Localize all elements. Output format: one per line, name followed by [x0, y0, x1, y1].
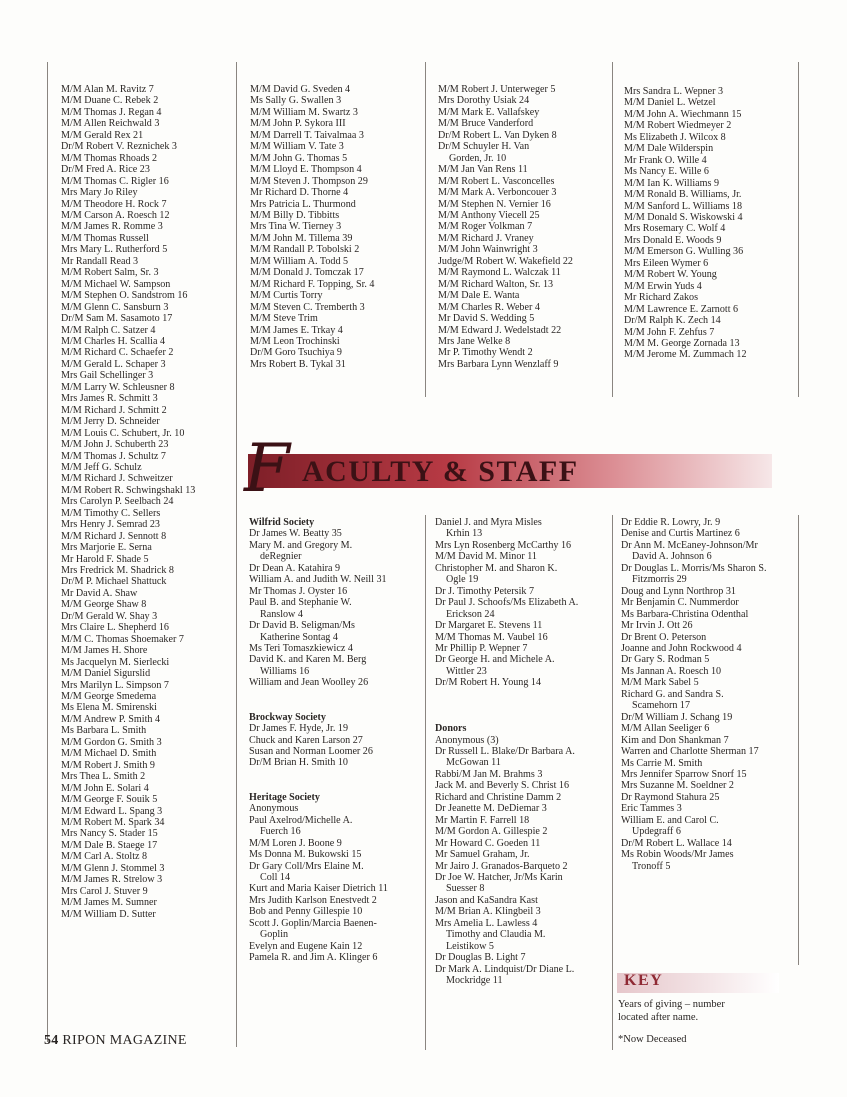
donor-entry: Tronoff 5 — [632, 860, 671, 872]
donor-entry: M/M Lawrence E. Zarnott 6 — [624, 303, 739, 315]
donor-entry: Mrs Judith Karlson Enestvedt 2 — [249, 894, 377, 906]
page-number: 54 — [44, 1033, 59, 1048]
donor-entry: Mrs Carolyn P. Seelbach 24 — [61, 496, 174, 508]
donor-entry: Ms Elena M. Smirenski — [61, 702, 157, 714]
donor-entry: M/M Stephen N. Vernier 16 — [438, 198, 551, 210]
donor-entry: Dr/M Robert L. Wallace 14 — [621, 837, 732, 849]
donor-entry: M/M Bruce Vanderford — [438, 118, 534, 130]
donor-entry: Ms Robin Woods/Mr James — [621, 849, 734, 861]
donor-entry: M/M Gordon A. Gillespie 2 — [435, 826, 548, 838]
donor-entry: M/M James M. Sumner — [61, 897, 157, 909]
donor-entry: M/M Allan Seeliger 6 — [621, 723, 710, 735]
donor-entry: Mr David S. Wedding 5 — [438, 313, 535, 325]
donor-entry: Christopher M. and Sharon K. — [435, 562, 558, 574]
donor-entry: M/M Thomas Rhoads 2 — [61, 152, 157, 164]
faculty-column-3 — [621, 517, 767, 872]
donor-entry: Dr Paul J. Schoofs/Ms Elizabeth A. — [435, 597, 579, 609]
donor-entry: M/M Jan Van Rens 11 — [438, 164, 528, 176]
donor-entry: Dr/M Gerald W. Shay 3 — [61, 610, 158, 622]
donor-entry: Mr David A. Shaw — [61, 587, 138, 599]
donor-entry: M/M Erwin Yuds 4 — [624, 280, 702, 292]
donor-entry: Dr Dean A. Katahira 9 — [249, 562, 341, 574]
donor-entry: M/M Billy D. Tibbitts — [250, 209, 340, 221]
donor-entry: Williams 16 — [260, 665, 310, 677]
donor-entry: M/M Ronald B. Williams, Jr. — [624, 189, 742, 201]
spacer — [249, 780, 388, 791]
donor-entry: Dr/M Brian H. Smith 10 — [249, 757, 348, 769]
donor-entry: Mary M. and Gregory M. — [249, 539, 353, 551]
donor-entry: Katherine Sontag 4 — [260, 631, 338, 643]
donor-entry: Evelyn and Eugene Kain 12 — [249, 940, 363, 952]
donor-entry: Dr Douglas B. Light 7 — [435, 952, 526, 964]
donor-entry: Fitzmorris 29 — [632, 574, 687, 586]
donor-entry: Dr/M Robert V. Reznichek 3 — [61, 141, 177, 153]
donor-entry: Paul B. and Stephanie W. — [249, 597, 352, 609]
donor-entry: Ms Jannan A. Roesch 10 — [621, 665, 722, 677]
donor-entry: M/M John Wainwright 3 — [438, 244, 538, 256]
donor-entry: M/M Thomas J. Regan 4 — [61, 106, 162, 118]
donor-entry: M/M Dale B. Staege 17 — [61, 839, 158, 851]
donor-entry: Richard and Christine Damm 2 — [435, 791, 562, 803]
donor-entry: Mrs Marjorie E. Serna — [61, 542, 152, 554]
donor-entry: Dr/M Fred A. Rice 23 — [61, 164, 150, 176]
donor-entry: William E. and Carol C. — [621, 814, 719, 826]
donor-entry: M/M Richard F. Topping, Sr. 4 — [250, 278, 375, 290]
donor-entry: M/M George Smedema — [61, 691, 157, 703]
donor-entry: Mr Richard Zakos — [624, 292, 699, 304]
donor-entry: M/M Charles H. Scallia 4 — [61, 335, 166, 347]
donor-entry: Mr P. Timothy Wendt 2 — [438, 347, 533, 359]
donor-entry: Mrs Gail Schellinger 3 — [61, 370, 154, 382]
donor-entry: Dr James W. Beatty 35 — [249, 528, 342, 540]
spacer — [435, 712, 578, 723]
donor-entry: M/M Mark Sabel 5 — [621, 677, 699, 689]
donor-entry: M/M Sanford L. Williams 18 — [624, 200, 743, 212]
donor-entry: Mr Martin F. Farrell 18 — [435, 814, 530, 826]
donor-entry: Dr/M Goro Tsuchiya 9 — [250, 347, 342, 359]
banner-initial: F — [244, 430, 290, 507]
donor-entry: Jason and KaSandra Kast — [435, 894, 538, 906]
donor-entry: Coll 14 — [260, 871, 291, 883]
donor-entry: Mrs Lyn Rosenberg McCarthy 16 — [435, 539, 572, 551]
donor-entry: Mr Benjamin C. Nummerdor — [621, 597, 739, 609]
donor-entry: Mrs Amelia L. Lawless 4 — [435, 917, 538, 929]
donor-entry: Mr Harold F. Shade 5 — [61, 553, 149, 565]
faculty-column-1 — [249, 517, 388, 964]
donor-entry: Mrs Jennifer Sparrow Snorf 15 — [621, 768, 747, 780]
donor-entry: M/M Dale Wilderspin — [624, 143, 714, 155]
donor-entry: M/M Brian A. Klingbeil 3 — [435, 906, 541, 918]
donor-entry: M/M Robert M. Spark 34 — [61, 817, 165, 828]
donor-entry: M/M Stephen O. Sandstrom 16 — [61, 290, 188, 302]
key-title: KEY — [624, 972, 664, 989]
donor-entry: M/M Richard J. Sennott 8 — [61, 530, 167, 542]
donor-entry: Eric Tammes 3 — [621, 803, 682, 815]
donor-entry: Ms Teri Tomaszkiewicz 4 — [249, 642, 353, 654]
donor-entry: M/M Alan M. Ravitz 7 — [61, 84, 154, 95]
banner-title: ACULTY & STAFF — [302, 455, 579, 488]
donor-entry: Dr/M Robert L. Van Dyken 8 — [438, 129, 557, 141]
donor-entry: McGowan 11 — [446, 757, 501, 769]
donor-entry: deRegnier — [260, 551, 302, 563]
donor-entry: M/M Lloyd E. Thompson 4 — [250, 164, 362, 176]
donor-entry: Goplin — [260, 929, 289, 941]
donor-entry: M/M Timothy C. Sellers — [61, 507, 161, 519]
donor-entry: M/M George Shaw 8 — [61, 599, 147, 611]
donor-entry: M/M Jeff G. Schulz — [61, 461, 142, 473]
donor-entry: Dr/M P. Michael Shattuck — [61, 576, 167, 588]
column-rule — [236, 62, 237, 1047]
donor-entry: Judge/M Robert W. Wakefield 22 — [438, 255, 573, 267]
donor-entry: M/M Richard Walton, Sr. 13 — [438, 278, 554, 290]
donor-entry: M/M Carson A. Roesch 12 — [61, 209, 170, 221]
donor-entry: M/M Loren J. Boone 9 — [249, 837, 342, 849]
donor-entry: Dr/M Sam M. Sasamoto 17 — [61, 313, 173, 325]
donor-entry: Mrs Tina W. Tierney 3 — [250, 221, 342, 233]
donor-entry: Kim and Don Shankman 7 — [621, 734, 729, 746]
donor-entry: Dr/M Schuyler H. Van — [438, 141, 530, 153]
donor-entry: M/M Richard J. Schmitt 2 — [61, 404, 167, 416]
donor-entry: Ms Donna M. Bukowski 15 — [249, 849, 362, 861]
donor-entry: M/M Roger Volkman 7 — [438, 221, 533, 233]
donor-column-3 — [438, 84, 573, 370]
donor-entry: Paul Axelrod/Michelle A. — [249, 814, 353, 826]
donor-entry: M/M Dale E. Wanta — [438, 290, 520, 302]
donor-entry: M/M Andrew P. Smith 4 — [61, 713, 160, 725]
donor-entry: M/M Robert W. Young — [624, 269, 717, 281]
donor-column-2 — [250, 84, 374, 370]
donor-entry: M/M Edward J. Wedelstadt 22 — [438, 324, 562, 336]
donor-entry: M/M John A. Wiechmann 15 — [624, 108, 742, 120]
donor-entry: M/M John M. Tillema 39 — [250, 232, 353, 244]
donor-entry: Anonymous (3) — [435, 734, 499, 746]
donor-entry: Dr Margaret E. Stevens 11 — [435, 620, 543, 632]
donor-column-1 — [61, 84, 195, 920]
donor-entry: M/M Ian K. Williams 9 — [624, 177, 720, 189]
donor-entry: M/M Robert R. Schwingshakl 13 — [61, 484, 196, 496]
donor-entry: M/M Jerry D. Schneider — [61, 416, 160, 428]
donor-entry: M/M Robert J. Unterweger 5 — [438, 84, 556, 95]
donor-entry: Scott J. Goplin/Marcia Baenen- — [249, 917, 377, 929]
donor-entry: Mockridge 11 — [446, 975, 503, 987]
donor-entry: M/M Michael W. Sampson — [61, 278, 171, 290]
donor-entry: Dr Brent O. Peterson — [621, 631, 707, 643]
donor-entry: Ms Elizabeth J. Wilcox 8 — [624, 131, 726, 143]
donor-entry: M/M Thomas M. Vaubel 16 — [435, 631, 548, 643]
donor-entry: Mr Phillip P. Wepner 7 — [435, 642, 528, 654]
donor-entry: Ms Carrie M. Smith — [621, 757, 703, 769]
faculty-column-2 — [435, 517, 578, 987]
donor-entry: M/M Darrell T. Taivalmaa 3 — [250, 129, 364, 141]
key-line: Years of giving – number — [618, 999, 725, 1010]
magazine-name: RIPON MAGAZINE — [62, 1033, 187, 1048]
donor-entry: David A. Johnson 6 — [632, 551, 712, 563]
donor-entry: M/M Leon Trochinski — [250, 335, 340, 347]
donor-entry: Mr Irvin J. Ott 26 — [621, 620, 693, 632]
donor-entry: Mrs James R. Schmitt 3 — [61, 393, 158, 405]
column-rule — [798, 515, 799, 965]
donor-entry: Timothy and Claudia M. — [446, 929, 546, 941]
donor-entry: Suesser 8 — [446, 883, 485, 895]
donor-entry: Dr/M Robert H. Young 14 — [435, 677, 541, 689]
donor-entry: M/M Thomas J. Schultz 7 — [61, 450, 166, 462]
donor-entry: M/M Raymond L. Walczak 11 — [438, 267, 561, 279]
donor-entry: Mrs Robert B. Tykal 31 — [250, 358, 346, 370]
donor-entry: Susan and Norman Loomer 26 — [249, 746, 373, 758]
donor-entry: M/M Larry W. Schleusner 8 — [61, 381, 175, 393]
donor-entry: Dr/M William J. Schang 19 — [621, 711, 733, 723]
donor-entry: Mrs Dorothy Usiak 24 — [438, 95, 530, 107]
donor-entry: Dr George H. and Michele A. — [435, 654, 555, 666]
donor-entry: M/M Richard J. Vraney — [438, 232, 534, 244]
donor-entry: Ms Barbara-Christina Odenthal — [621, 608, 749, 620]
donor-entry: Mrs Suzanne M. Soeldner 2 — [621, 780, 734, 792]
donor-entry: Dr Gary S. Rodman 5 — [621, 654, 710, 666]
society-heading: Heritage Society — [249, 791, 320, 803]
donor-entry: M/M Mark A. Verboncouer 3 — [438, 187, 557, 199]
society-heading: Brockway Society — [249, 711, 326, 723]
donor-entry: Anonymous — [249, 803, 299, 815]
donor-entry: M/M Robert Salm, Sr. 3 — [61, 267, 159, 279]
donor-entry: M/M Randall P. Tobolski 2 — [250, 244, 360, 256]
donor-entry: M/M Carl A. Stoltz 8 — [61, 851, 148, 863]
column-rule — [612, 62, 613, 397]
donor-entry: M/M Michael D. Smith — [61, 748, 157, 760]
donor-entry: M/M Steve Trim — [250, 313, 318, 325]
donor-entry: Mrs Nancy S. Stader 15 — [61, 828, 158, 840]
donor-entry: Mrs Sandra L. Wepner 3 — [624, 86, 724, 97]
column-rule — [47, 62, 48, 1042]
donor-entry: M/M Louis C. Schubert, Jr. 10 — [61, 427, 185, 439]
donor-entry: M/M Richard J. Schweitzer — [61, 473, 173, 485]
donor-entry: Mr Samuel Graham, Jr. — [435, 849, 530, 861]
donor-entry: M/M Donald S. Wiskowski 4 — [624, 211, 743, 223]
donor-entry: M/M Richard C. Schaefer 2 — [61, 347, 174, 359]
donor-entry: M/M Curtis Torry — [250, 290, 323, 302]
donor-entry: Dr David B. Seligman/Ms — [249, 620, 355, 632]
donor-entry: Dr Douglas L. Morris/Ms Sharon S. — [621, 562, 767, 574]
donor-entry: M/M James E. Trkay 4 — [250, 324, 343, 336]
donor-entry: M/M Robert L. Vasconcelles — [438, 175, 555, 187]
spacer — [435, 700, 578, 711]
donor-entry: Mr Thomas J. Oyster 16 — [249, 585, 348, 597]
donor-entry: M/M John E. Solari 4 — [61, 782, 149, 794]
donor-entry: M/M David M. Minor 11 — [435, 551, 537, 563]
donor-entry: M/M William M. Swartz 3 — [250, 106, 358, 118]
donor-entry: Mrs Patricia L. Thurmond — [250, 198, 356, 210]
donor-entry: M/M Thomas C. Rigler 16 — [61, 175, 169, 187]
donor-entry: Updegraff 6 — [632, 826, 681, 838]
donor-entry: Daniel J. and Myra Misles — [435, 517, 542, 528]
donor-entry: Dr Gary Coll/Mrs Elaine M. — [249, 860, 364, 872]
donor-entry: M/M M. George Zornada 13 — [624, 337, 740, 349]
donor-entry: Mrs Mary L. Rutherford 5 — [61, 244, 168, 256]
donor-entry: M/M Charles R. Weber 4 — [438, 301, 540, 313]
donor-entry: David K. and Karen M. Berg — [249, 654, 367, 666]
donor-entry: M/M James H. Shore — [61, 645, 148, 657]
spacer — [249, 769, 388, 780]
donor-entry: M/M Allen Reichwald 3 — [61, 118, 160, 130]
donor-entry: M/M Jerome M. Zummach 12 — [624, 349, 747, 361]
donor-entry: M/M Glenn C. Sansburn 3 — [61, 301, 169, 313]
donor-entry: M/M Steven C. Tremberth 3 — [250, 301, 365, 313]
donor-entry: Dr Eddie R. Lowry, Jr. 9 — [621, 517, 721, 528]
donor-entry: Mr Randall Read 3 — [61, 255, 139, 267]
spacer — [249, 700, 388, 711]
donor-entry: M/M Daniel Sigurslid — [61, 668, 151, 680]
key-line: located after name. — [618, 1012, 699, 1023]
donor-entry: William and Jean Woolley 26 — [249, 677, 369, 689]
donor-entry: M/M Thomas Russell — [61, 232, 149, 244]
spacer — [249, 689, 388, 700]
donor-entry: M/M Emerson G. Wulling 36 — [624, 246, 744, 258]
donor-entry: Dr Jeanette M. DeDiemar 3 — [435, 803, 547, 815]
society-heading: Donors — [435, 723, 467, 735]
donor-entry: M/M George F. Souik 5 — [61, 794, 158, 806]
donor-entry: Ms Jacquelyn M. Sierlecki — [61, 656, 170, 668]
donor-entry: Scamehorn 17 — [632, 700, 691, 712]
donor-entry: M/M John J. Schuberth 23 — [61, 439, 169, 451]
donor-entry: M/M Gerald L. Schaper 3 — [61, 358, 166, 370]
donor-entry: M/M Daniel L. Wetzel — [624, 97, 716, 109]
donor-entry: Ms Sally G. Swallen 3 — [250, 95, 342, 107]
donor-entry: Dr Mark A. Lindquist/Dr Diane L. — [435, 963, 575, 975]
donor-entry: Joanne and John Rockwood 4 — [621, 642, 742, 654]
column-rule — [798, 62, 799, 397]
donor-entry: Dr Russell L. Blake/Dr Barbara A. — [435, 746, 575, 758]
donor-entry: Mrs Barbara Lynn Wenzlaff 9 — [438, 358, 559, 370]
donor-entry: Warren and Charlotte Sherman 17 — [621, 746, 759, 758]
donor-entry: Jack M. and Beverly S. Christ 16 — [435, 780, 570, 792]
donor-entry: Dr Ann M. McEaney-Johnson/Mr — [621, 539, 758, 551]
donor-entry: Erickson 24 — [446, 608, 495, 620]
donor-entry: Ms Nancy E. Wille 6 — [624, 166, 709, 178]
donor-entry: Krhin 13 — [446, 528, 483, 540]
donor-entry: M/M Donald J. Tomczak 17 — [250, 267, 364, 279]
donor-entry: M/M John P. Sykora III — [250, 118, 346, 130]
donor-entry: Ranslow 4 — [260, 608, 303, 620]
donor-entry: Mrs Fredrick M. Shadrick 8 — [61, 565, 174, 577]
donor-entry: Mrs Carol J. Stuver 9 — [61, 885, 148, 897]
donor-entry: Ogle 19 — [446, 574, 479, 586]
donor-entry: Dr James F. Hyde, Jr. 19 — [249, 723, 348, 735]
donor-entry: Ms Barbara L. Smith — [61, 725, 147, 737]
donor-entry: M/M Mark E. Vallafskey — [438, 106, 540, 118]
donor-entry: Dr Joe W. Hatcher, Jr/Ms Karin — [435, 872, 563, 883]
donor-entry: M/M Theodore H. Rock 7 — [61, 198, 167, 210]
donor-entry: Bob and Penny Gillespie 10 — [249, 906, 363, 918]
donor-entry: M/M Anthony Viecell 25 — [438, 209, 540, 221]
donor-entry: M/M Gordon G. Smith 3 — [61, 736, 162, 748]
donor-entry: Dr/M Ralph K. Zech 14 — [624, 315, 721, 327]
donor-entry: M/M Steven J. Thompson 29 — [250, 175, 368, 187]
donor-entry: Wittler 23 — [446, 665, 487, 677]
column-rule — [425, 62, 426, 397]
donor-entry: M/M William D. Sutter — [61, 908, 156, 920]
column-rule — [425, 515, 426, 1050]
donor-entry: Mrs Henry J. Semrad 23 — [61, 519, 160, 531]
donor-entry: Mrs Rosemary C. Wolf 4 — [624, 223, 726, 235]
donor-entry: Mrs Claire L. Shepherd 16 — [61, 622, 169, 634]
donor-entry: M/M James R. Strelow 3 — [61, 874, 163, 886]
donor-entry: Rabbi/M Jan M. Brahms 3 — [435, 768, 543, 780]
donor-entry: Denise and Curtis Martinez 6 — [621, 528, 740, 540]
donor-entry: M/M James R. Romme 3 — [61, 221, 163, 233]
donor-entry: Mr Richard D. Thorne 4 — [250, 187, 349, 199]
donor-entry: M/M Robert J. Smith 9 — [61, 759, 155, 771]
donor-entry: Dr J. Timothy Petersik 7 — [435, 585, 534, 597]
faculty-staff-banner — [242, 430, 772, 507]
donor-entry: Mr Jairo J. Granados-Barqueto 2 — [435, 860, 568, 872]
donor-entry: Mrs Eileen Wymer 6 — [624, 257, 709, 269]
donor-entry: Pamela R. and Jim A. Klinger 6 — [249, 952, 378, 964]
donor-entry: Richard G. and Sandra S. — [621, 688, 724, 700]
donor-entry: M/M John F. Zehfus 7 — [624, 326, 715, 338]
spacer — [435, 689, 578, 700]
donor-entry: Fuerch 16 — [260, 826, 301, 838]
donor-entry: M/M C. Thomas Shoemaker 7 — [61, 633, 184, 645]
donor-entry: Mr Frank O. Wille 4 — [624, 154, 707, 166]
donor-entry: Doug and Lynn Northrop 31 — [621, 585, 736, 597]
donor-entry: Chuck and Karen Larson 27 — [249, 734, 363, 746]
donor-entry: M/M William V. Tate 3 — [250, 141, 344, 153]
page-footer — [44, 1033, 187, 1049]
donor-entry: M/M John G. Thomas 5 — [250, 152, 348, 164]
donor-entry: Mrs Mary Jo Riley — [61, 187, 138, 199]
donor-entry: M/M Duane C. Rebek 2 — [61, 95, 159, 107]
donor-entry: M/M William A. Todd 5 — [250, 255, 349, 267]
donor-column-4 — [624, 86, 747, 361]
society-heading: Wilfrid Society — [249, 517, 315, 528]
donor-entry: M/M Glenn J. Stommel 3 — [61, 862, 165, 874]
donor-entry: Mrs Jane Welke 8 — [438, 335, 511, 347]
donor-entry: Leistikow 5 — [446, 940, 494, 952]
donor-entry: Dr Raymond Stahura 25 — [621, 791, 720, 803]
donor-entry: Kurt and Maria Kaiser Dietrich 11 — [249, 883, 388, 895]
donor-entry: Mrs Thea L. Smith 2 — [61, 771, 146, 783]
donor-entry: M/M Edward L. Spang 3 — [61, 805, 163, 817]
donor-entry: M/M Gerald Rex 21 — [61, 129, 144, 141]
donor-entry: Gorden, Jr. 10 — [449, 152, 507, 164]
donor-entry: M/M Ralph C. Satzer 4 — [61, 324, 156, 336]
donor-entry: Mrs Marilyn L. Simpson 7 — [61, 679, 169, 691]
column-rule — [612, 515, 613, 1050]
donor-entry: William A. and Judith W. Neill 31 — [249, 574, 387, 586]
donor-entry: M/M Robert Wiedmeyer 2 — [624, 120, 732, 132]
key-note: *Now Deceased — [618, 1034, 687, 1045]
donor-entry: Mr Howard C. Goeden 11 — [435, 837, 541, 849]
donor-entry: M/M David G. Sveden 4 — [250, 84, 351, 95]
donor-entry: Mrs Donald E. Woods 9 — [624, 234, 722, 246]
